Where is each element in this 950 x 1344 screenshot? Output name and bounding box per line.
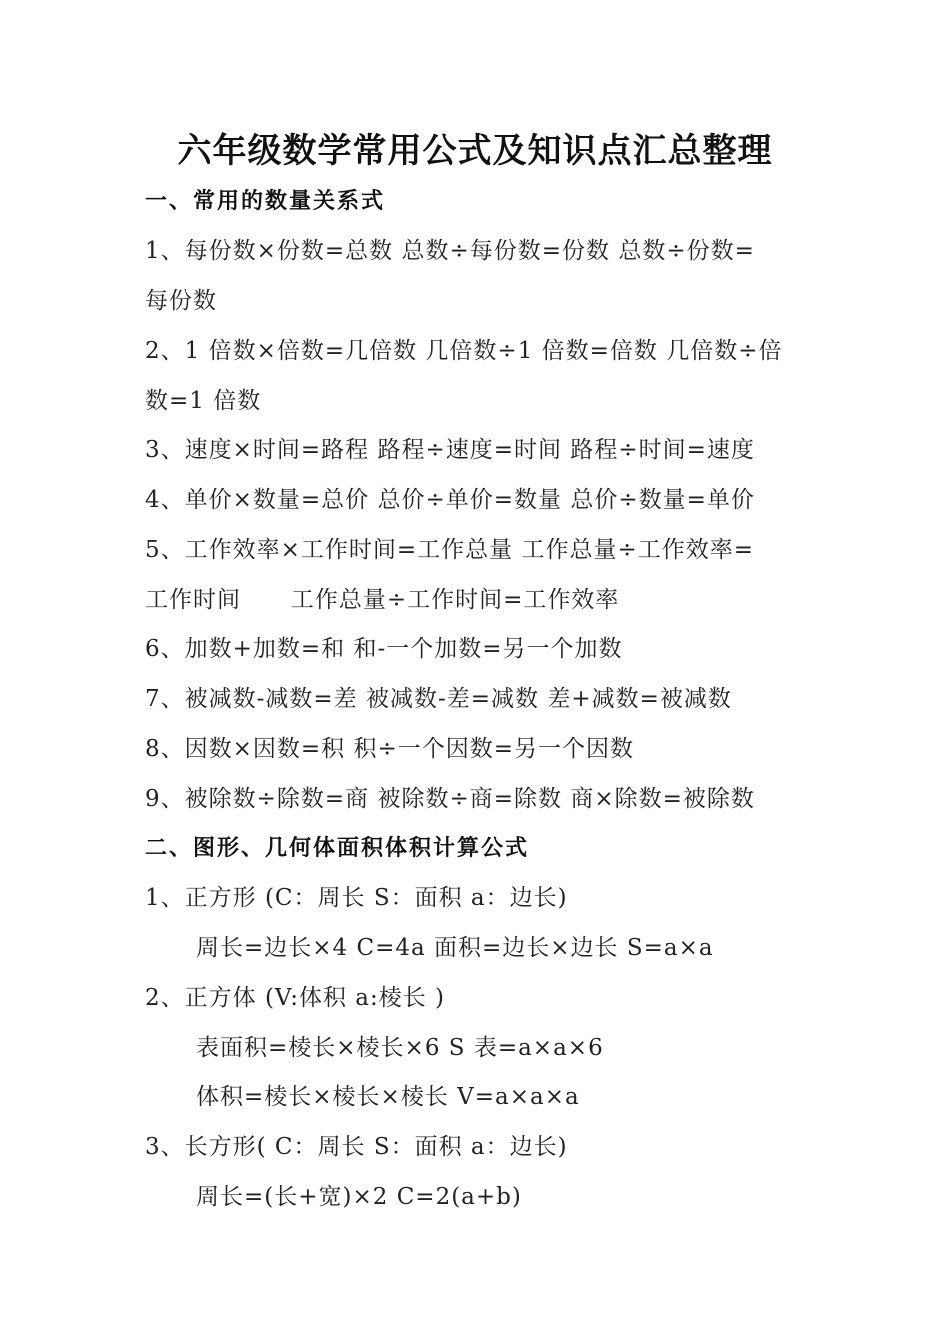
text-line: 6、加数+加数=和 和-一个加数=另一个加数 xyxy=(145,636,623,662)
text-line: 2、1 倍数×倍数=几倍数 几倍数÷1 倍数=倍数 几倍数÷倍 xyxy=(145,338,783,364)
text-line: 7、被减数-减数=差 被减数-差=减数 差+减数=被减数 xyxy=(145,686,732,712)
text-line: 3、长方形( C：周长 S：面积 a：边长) xyxy=(145,1134,568,1160)
text-line: 每份数 xyxy=(145,288,217,314)
text-line: 表面积=棱长×棱长×6 S 表=a×a×6 xyxy=(196,1035,604,1061)
text-line: 1、正方形 (C：周长 S：面积 a：边长) xyxy=(145,885,568,911)
text-line: 8、因数×因数=积 积÷一个因数=另一个因数 xyxy=(145,736,635,762)
text-line: 体积=棱长×棱长×棱长 V=a×a×a xyxy=(196,1084,580,1110)
section-heading-geometry-formulas: 二、图形、几何体面积体积计算公式 xyxy=(145,835,530,861)
text-line: 数=1 倍数 xyxy=(145,388,262,414)
text-line: 4、单价×数量=总价 总价÷单价=数量 总价÷数量=单价 xyxy=(145,487,755,513)
text-line: 1、每份数×份数=总数 总数÷每份数=份数 总数÷份数= xyxy=(145,238,755,264)
section-heading-quantity-relations: 一、常用的数量关系式 xyxy=(145,188,386,214)
text-line: 工作时间 工作总量÷工作时间=工作效率 xyxy=(145,587,620,613)
text-line: 5、工作效率×工作时间=工作总量 工作总量÷工作效率= xyxy=(145,537,755,563)
document-title: 六年级数学常用公式及知识点汇总整理 xyxy=(177,131,773,171)
text-line: 周长=(长+宽)×2 C=2(a+b) xyxy=(196,1184,522,1210)
text-line: 9、被除数÷除数=商 被除数÷商=除数 商×除数=被除数 xyxy=(145,786,755,812)
text-line: 周长=边长×4 C=4a 面积=边长×边长 S=a×a xyxy=(196,935,714,961)
text-line: 3、速度×时间=路程 路程÷速度=时间 路程÷时间=速度 xyxy=(145,437,755,463)
text-line: 2、正方体 (V:体积 a:棱长 ) xyxy=(145,985,446,1011)
